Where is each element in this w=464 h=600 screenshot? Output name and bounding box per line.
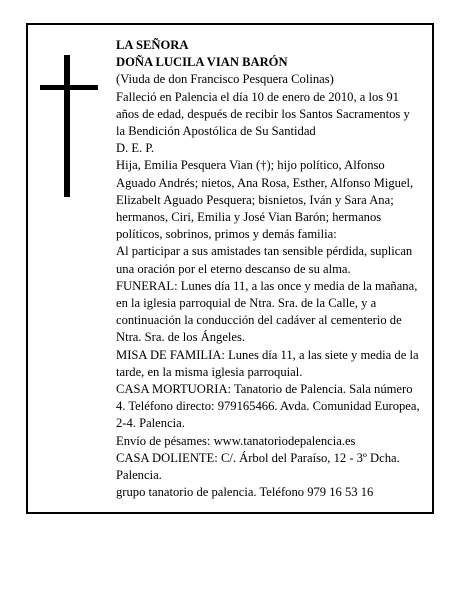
rip-line: D. E. P.: [116, 141, 155, 156]
deceased-name: DOÑA LUCILA VIAN BARÓN: [116, 55, 288, 70]
funeral-info: FUNERAL: Lunes día 11, a las once y media de la mañana, en la iglesia parroquial de Ntra. Sra. de la Calle, y a continuación la conducción del cadáver al cementerio de Ntra. Sra. de los Ángeles.: [116, 278, 418, 345]
mourning-house-info: CASA DOLIENTE: C/. Árbol del Paraíso, 12 - 3º Dcha. Palencia.: [116, 450, 400, 483]
funeral-home-info: CASA MORTUORIA: Tanatorio de Palencia. Sala número 4. Teléfono directo: 979165466. Avda. Comunidad Europea, 2-4. Palencia.: [116, 382, 420, 431]
family-list: Hija, Emilia Pesquera Vian (†); hijo político, Alfonso Aguado Andrés; nietos, Ana Rosa, Esther, Alfonso Miguel, Elizabelt Aguado Pesquera; bisnietos, Iván y Sara Ana; hermanos, Ciri, Emilia y José Vian Barón; hermanos políticos, sobrinos, primos y demás familia:: [116, 158, 414, 242]
notice-title: LA SEÑORA: [116, 38, 189, 52]
cross-horizontal-bar: [40, 85, 98, 90]
family-mass-info: MISA DE FAMILIA: Lunes día 11, a las siete y media de la tarde, en la misma iglesia parroquial.: [116, 347, 419, 379]
condolences-info: Envío de pésames: www.tanatoriodepalencia.es: [116, 433, 356, 448]
cross-vertical-bar: [64, 55, 70, 197]
group-contact: grupo tanatorio de palencia. Teléfono 979 16 53 16: [116, 485, 374, 500]
prayer-request: Al participar a sus amistades tan sensible pérdida, suplican una oración por el eterno descanso de su alma.: [116, 244, 413, 276]
widow-of-line: (Viuda de don Francisco Pesquera Colinas): [116, 72, 334, 87]
death-info: Falleció en Palencia el día 10 de enero de 2010, a los 91 años de edad, después de recibir los Santos Sacramentos y la Bendición Apostólica de Su Santidad: [116, 89, 410, 139]
cross-icon: [40, 55, 98, 197]
obituary-text: [116, 37, 420, 501]
